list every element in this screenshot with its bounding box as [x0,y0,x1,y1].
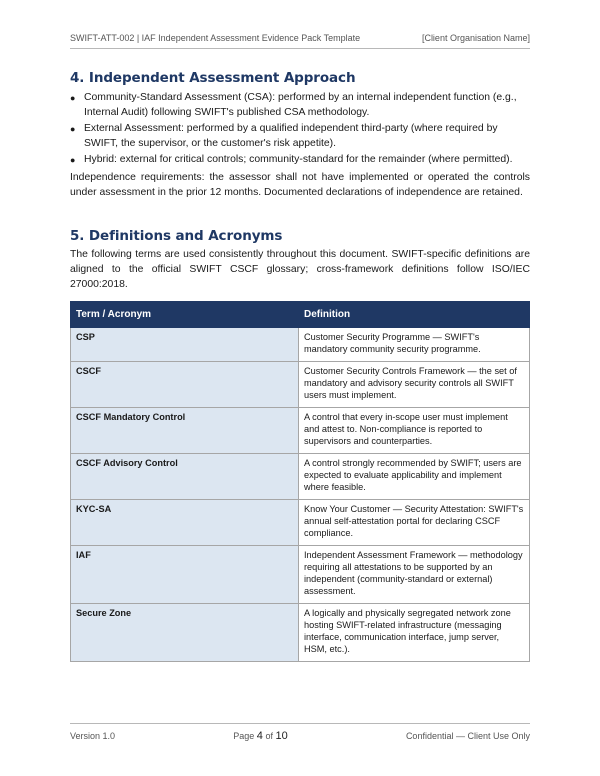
definition-cell: A control strongly recommended by SWIFT; users are expected to evaluate applicability and implement where feasible. [299,453,530,499]
definition-cell: Customer Security Controls Framework — the set of mandatory and advisory security controls all SWIFT users must implement. [299,361,530,407]
definition-cell: A control that every in-scope user must implement and attest to. Non-compliance is reported to supervisors and counterparties. [299,407,530,453]
assessment-approach-list [70,91,530,168]
header-divider [70,48,530,49]
definition-cell: A logically and physically segregated network zone hosting SWIFT-related infrastructure (messaging interface, communication interface, jump server, HSM, etc.). [299,603,530,661]
section-5-heading: 5. Definitions and Acronyms [70,227,283,244]
footer-version: Version 1.0 [70,731,116,741]
term-cell: CSCF Mandatory Control [71,407,299,453]
table-row [71,545,530,603]
independence-paragraph: Independence requirements: the assessor shall not have implemented or operated the controls under assessment in the prior 12 months. Documented declarations of independence are retained. [70,171,530,198]
page-of-label: of [265,731,273,741]
footer-classification: Confidential — Client Use Only [405,731,530,741]
term-cell: CSCF [71,361,299,407]
list-item [70,153,530,168]
term-cell: CSP [71,327,299,361]
column-header-definition: Definition [299,301,530,327]
table-row [71,499,530,545]
page-current: 4 [256,730,263,742]
definitions-table [70,301,530,662]
term-cell: KYC-SA [71,499,299,545]
header-client-name: [Client Organisation Name] [421,33,530,43]
bullet-icon: ● [70,93,76,103]
column-header-term: Term / Acronym [71,301,299,327]
page-header [70,33,530,43]
term-cell: IAF [71,545,299,603]
bullet-icon: ● [70,155,76,165]
list-item [70,91,530,120]
bullet-text: Hybrid: external for critical controls; community-standard for the remainder (where permitted). [84,154,513,165]
header-document-title: SWIFT-ATT-002 | IAF Independent Assessment Evidence Pack Template [70,33,361,43]
bullet-text: Community-Standard Assessment (CSA): performed by an internal independent function (e.g., Internal Audit) following SWIFT's published CSA methodology. [84,92,517,118]
term-cell: Secure Zone [71,603,299,661]
table-header-row [71,301,530,327]
table-row [71,361,530,407]
table-row [71,453,530,499]
term-cell: CSCF Advisory Control [71,453,299,499]
list-item [70,122,530,151]
section-4-heading: 4. Independent Assessment Approach [70,70,356,86]
definitions-intro-paragraph: The following terms are used consistently throughout this document. SWIFT-specific definitions are aligned to the official SWIFT CSCF glossary; cross-framework definitions follow ISO/IEC 27000:2018. [70,248,530,290]
bullet-text: External Assessment: performed by a qualified independent third-party (where required by SWIFT, the supervisor, or the customer's risk appetite). [84,123,498,149]
footer-divider [70,723,530,724]
page-content [70,70,530,662]
table-row [71,407,530,453]
table-row [71,603,530,661]
page-label: Page [233,731,255,741]
page-footer [70,730,530,742]
table-row [71,327,530,361]
page-total: 10 [275,730,288,742]
definition-cell: Know Your Customer — Security Attestation: SWIFT's annual self-attestation portal for declaring CSCF compliance. [299,499,530,545]
page-number [233,730,287,742]
definition-cell: Customer Security Programme — SWIFT's mandatory community security programme. [299,327,530,361]
definition-cell: Independent Assessment Framework — methodology requiring all attestations to be supported by an independent (community-standard or external) assessment. [299,545,530,603]
bullet-icon: ● [70,124,76,134]
